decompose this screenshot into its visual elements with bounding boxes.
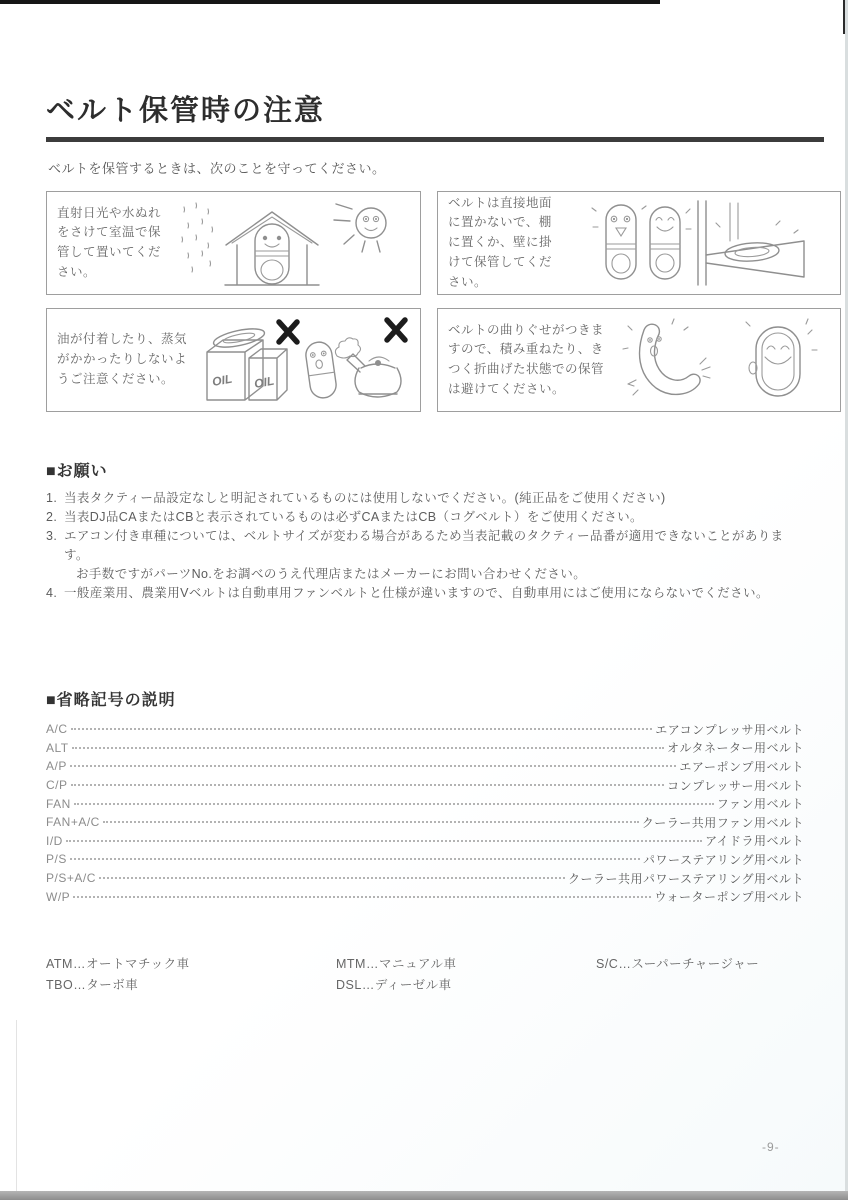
item-number: 4.: [46, 586, 58, 600]
cross-mark-icon: [387, 320, 405, 340]
dotted-leader: [71, 728, 653, 730]
abbreviation-row: [46, 757, 804, 776]
requests-list: [46, 489, 808, 603]
abbreviation-row: [46, 776, 804, 795]
kettle-icon: [347, 354, 401, 397]
vehicle-codes-column: [596, 954, 804, 996]
oil-can-icon: [207, 325, 287, 400]
tip-box-no-bending: [437, 308, 841, 412]
abbreviation-row: [46, 869, 804, 888]
dotted-leader: [70, 858, 640, 860]
abbreviation-meaning: コンプレッサー用ベルト: [667, 778, 804, 793]
request-item: [46, 527, 808, 565]
page-number: -9-: [762, 1140, 780, 1154]
abbreviation-meaning: ファン用ベルト: [716, 797, 804, 812]
code: S/C: [596, 956, 619, 971]
item-number: 3.: [46, 529, 58, 543]
dotted-leader: [73, 896, 651, 898]
house-icon: [225, 212, 319, 285]
dotted-leader: [71, 784, 665, 786]
vehicle-code: [46, 954, 336, 975]
abbreviation-row: [46, 720, 804, 739]
belt-character-icon: [255, 224, 289, 284]
belt-character-icon: [592, 205, 646, 279]
abbreviation-meaning: クーラー共用パワーステアリング用ベルト: [568, 871, 804, 886]
requests-section: [46, 458, 808, 603]
request-item: [46, 584, 808, 603]
tip-box-shelf-storage: [437, 191, 841, 295]
vehicle-code: [336, 954, 596, 975]
item-text: 当表DJ品CAまたはCBと表示されているものは必ずCAまたはCB（コグベルト）をご使用ください。: [64, 510, 643, 524]
cross-mark-icon: [279, 322, 297, 342]
code: ATM: [46, 956, 73, 971]
sun-icon: [334, 204, 386, 252]
abbreviation-row: [46, 832, 804, 851]
separator: …: [618, 956, 632, 971]
abbreviation-row: [46, 887, 804, 906]
abbreviation-meaning: クーラー共用ファン用ベルト: [641, 815, 804, 830]
vehicle-code: [596, 954, 804, 975]
meaning: オートマチック車: [85, 956, 190, 971]
abbreviation-code: C/P: [46, 778, 68, 793]
vehicle-code: [336, 975, 596, 996]
vehicle-codes-column: [46, 954, 336, 996]
item-text: 一般産業用、農業用Vベルトは自動車用ファンベルトと仕様が違いますので、自動車用にはご使用にならないでください。: [64, 586, 769, 600]
code: TBO: [46, 977, 74, 992]
abbreviation-meaning: オルタネーター用ベルト: [666, 741, 804, 756]
code: DSL: [336, 977, 362, 992]
dotted-leader: [70, 765, 677, 767]
meaning: マニュアル車: [378, 956, 457, 971]
abbreviation-row: [46, 850, 804, 869]
meaning: ターボ車: [86, 977, 139, 992]
abbreviation-row: [46, 794, 804, 813]
belts-shelf-illustration: [554, 197, 834, 289]
abbreviations-section: [46, 687, 808, 906]
abbreviation-code: FAN+A/C: [46, 815, 100, 830]
requests-heading: ■お願い: [46, 463, 108, 480]
tip-text: ベルトの曲りぐせがつきますので、積み重ねたり、きつく折曲げた状態での保管は避けてください。: [448, 322, 605, 396]
belt-character-icon: [304, 340, 338, 399]
dotted-leader: [74, 803, 714, 805]
bent-belt-character-icon: [623, 319, 710, 395]
abbreviation-row: [46, 739, 804, 758]
bent-belt-illustration: [606, 314, 834, 406]
abbreviation-code: ALT: [46, 740, 69, 755]
dotted-leader: [66, 840, 702, 842]
abbreviation-meaning: エアーポンプ用ベルト: [679, 759, 804, 774]
tip-box-oil-steam: [46, 308, 421, 412]
item-number: 1.: [46, 491, 58, 505]
abbreviation-code: W/P: [46, 889, 71, 904]
meaning: ディーゼル車: [374, 977, 452, 992]
abbreviation-meaning: アイドラ用ベルト: [705, 834, 804, 849]
abbreviation-code: A/C: [46, 722, 68, 737]
abbreviation-code: P/S: [46, 852, 67, 867]
vehicle-code: [46, 975, 336, 996]
dotted-leader: [99, 877, 565, 879]
intro-text: ベルトを保管するときは、次のことを守ってください。: [48, 161, 386, 176]
shelf-icon: [698, 201, 804, 285]
abbreviations-heading: ■省略記号の説明: [46, 692, 176, 709]
code: MTM: [336, 956, 366, 971]
separator: …: [361, 977, 375, 992]
svg-text:OIL: OIL: [211, 371, 234, 389]
separator: …: [73, 977, 87, 992]
separator: …: [72, 956, 86, 971]
meaning: スーパーチャージャー: [631, 956, 760, 971]
abbreviation-meaning: ウォーターポンプ用ベルト: [654, 890, 804, 905]
abbreviation-meaning: パワーステアリング用ベルト: [643, 852, 804, 867]
vehicle-codes-column: [336, 954, 596, 996]
request-item: [46, 489, 808, 508]
abbreviation-meaning: エアコンプレッサ用ベルト: [655, 722, 804, 737]
abbreviation-code: A/P: [46, 759, 67, 774]
tip-text: 油が付着したり、蒸気がかかったりしないようご注意ください。: [57, 332, 188, 386]
item-text: エアコン付き車種については、ベルトサイズが変わる場合があるため当表記載のタクティー品番が適用できないことがあります。: [64, 529, 784, 562]
item-number: 2.: [46, 510, 58, 524]
abbreviations-list: [46, 720, 804, 906]
scan-crease-left: [16, 1020, 17, 1192]
rain-house-sun-illustration: [163, 197, 414, 289]
page-title: ベルト保管時の注意: [46, 95, 326, 127]
steam-icon: [335, 338, 360, 358]
item-text: 当表タクティー品設定なしと明記されているものには使用しないでください。(純正品をご使用ください): [64, 491, 666, 505]
request-item: [46, 508, 808, 527]
tip-text: ベルトは直接地面に置かないで、棚に置くか、壁に掛けて保管してください。: [448, 195, 553, 289]
dotted-leader: [103, 821, 639, 823]
storage-tips-grid: [46, 191, 812, 412]
item-text-continued: お手数ですがパーツNo.をお調べのうえ代理店またはメーカーにお問い合わせください。: [76, 567, 587, 581]
svg-text:OIL: OIL: [253, 373, 276, 391]
happy-belt-character-icon: [746, 319, 817, 396]
scan-edge-bottom: [0, 1191, 848, 1200]
tip-text: 直射日光や水ぬれをさけて室温で保管して置いてください。: [57, 205, 162, 279]
abbreviation-code: I/D: [46, 833, 63, 848]
belt-character-icon: [650, 207, 691, 279]
tip-box-room-temperature: [46, 191, 421, 295]
vehicle-codes-grid: [46, 954, 804, 996]
dotted-leader: [72, 747, 664, 749]
title-rule: [46, 137, 824, 142]
abbreviation-row: [46, 813, 804, 832]
rain-icon: [182, 203, 213, 272]
abbreviation-code: FAN: [46, 796, 71, 811]
separator: …: [365, 956, 379, 971]
abbreviation-code: P/S+A/C: [46, 871, 96, 886]
oil-steam-illustration: [189, 314, 414, 406]
